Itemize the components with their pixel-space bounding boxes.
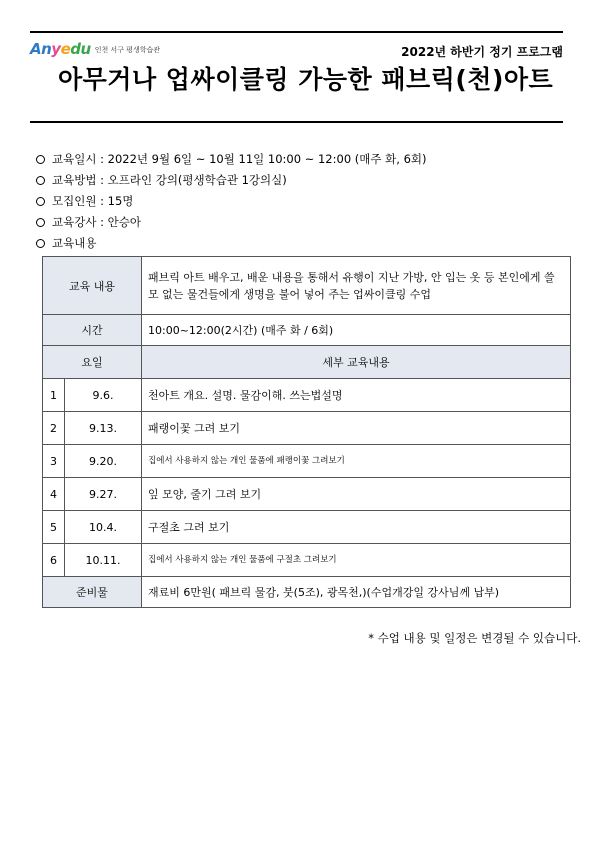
session-date: 10.4. (65, 511, 142, 544)
session-date: 9.13. (65, 412, 142, 445)
info-item-instructor: 교육강사 : 안승아 (36, 212, 426, 233)
session-number: 5 (43, 511, 65, 544)
session-date: 9.27. (65, 478, 142, 511)
session-number: 6 (43, 544, 65, 577)
schedule-change-note: * 수업 내용 및 일정은 변경될 수 있습니다. (368, 631, 581, 645)
prep-value: 재료비 6만원( 패브릭 물감, 붓(5조), 광목천,)(수업개강일 강사님께 납부) (142, 577, 571, 608)
logo-subtext: 인천 서구 평생학습관 (94, 46, 160, 54)
content-label: 교육 내용 (43, 257, 142, 315)
logo-wordmark: Anyedu (30, 40, 91, 58)
detail-header: 세부 교육내용 (142, 346, 571, 379)
session-detail: 집에서 사용하지 않는 개인 물품에 구절초 그려보기 (142, 544, 571, 577)
table-row (43, 445, 571, 478)
table-row (43, 379, 571, 412)
session-detail: 패랭이꽃 그려 보기 (142, 412, 571, 445)
table-row (43, 577, 571, 608)
table-row (43, 511, 571, 544)
session-number: 1 (43, 379, 65, 412)
anyedu-logo (30, 36, 160, 58)
circle-bullet-icon (36, 176, 45, 185)
time-label: 시간 (43, 315, 142, 346)
time-value: 10:00~12:00(2시간) (매주 화 / 6회) (142, 315, 571, 346)
table-row (43, 412, 571, 445)
prep-label: 준비물 (43, 577, 142, 608)
table-header-row (43, 346, 571, 379)
circle-bullet-icon (36, 218, 45, 227)
circle-bullet-icon (36, 155, 45, 164)
table-row (43, 544, 571, 577)
session-number: 2 (43, 412, 65, 445)
session-number: 4 (43, 478, 65, 511)
session-detail: 구절초 그려 보기 (142, 511, 571, 544)
circle-bullet-icon (36, 239, 45, 248)
info-item-schedule: 교육일시 : 2022년 9월 6일 ~ 10월 11일 10:00 ~ 12:00 (매주 화, 6회) (36, 149, 426, 170)
header-top-rule (30, 31, 563, 33)
info-item-capacity: 모집인원 : 15명 (36, 191, 426, 212)
content-text: 패브릭 아트 배우고, 배운 내용을 통해서 유행이 지난 가방, 안 입는 옷 등 본인에게 쓸모 없는 물건들에게 생명을 불어 넣어 주는 업싸이클링 수업 (142, 257, 571, 315)
table-row (43, 257, 571, 315)
circle-bullet-icon (36, 197, 45, 206)
program-subtitle: 2022년 하반기 정기 프로그램 (401, 45, 563, 59)
table-row (43, 315, 571, 346)
day-header: 요일 (43, 346, 142, 379)
session-date: 9.6. (65, 379, 142, 412)
curriculum-table (42, 256, 571, 608)
info-item-content: 교육내용 (36, 233, 426, 254)
session-detail: 천아트 개요. 설명. 물감이해. 쓰는법설명 (142, 379, 571, 412)
table-row (43, 478, 571, 511)
session-number: 3 (43, 445, 65, 478)
info-item-method: 교육방법 : 오프라인 강의(평생학습관 1강의실) (36, 170, 426, 191)
session-detail: 잎 모양, 줄기 그려 보기 (142, 478, 571, 511)
session-date: 9.20. (65, 445, 142, 478)
info-list (36, 149, 426, 254)
page-title: 아무거나 업싸이클링 가능한 패브릭(천)아트 (58, 65, 554, 94)
session-detail: 집에서 사용하지 않는 개인 물품에 패랭이꽃 그려보기 (142, 445, 571, 478)
session-date: 10.11. (65, 544, 142, 577)
title-divider (30, 121, 563, 123)
